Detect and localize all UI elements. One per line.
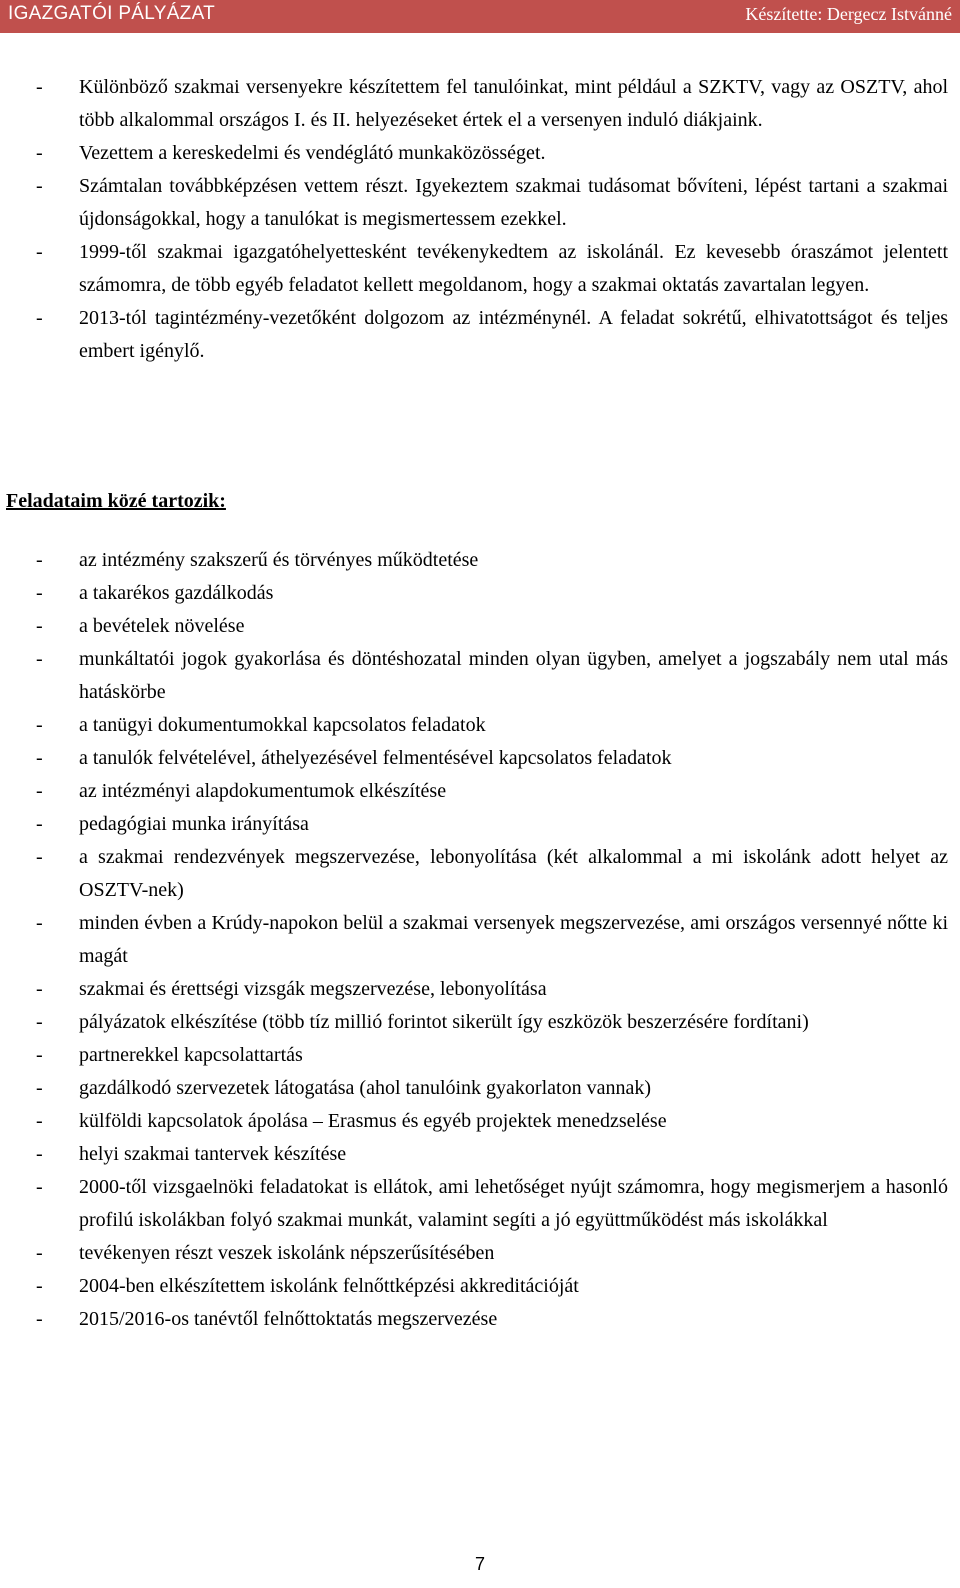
task-list-item [0,742,960,775]
task-list-item [0,808,960,841]
bullet-dash: - [36,978,43,1000]
task-list-item [0,775,960,808]
bullet-dash: - [36,142,43,164]
page-header [0,0,960,33]
bullet-dash: - [36,307,43,329]
list-item-text: munkáltatói jogok gyakorlása és döntéshozatal minden olyan ügyben, amelyet a jogszabály nem utal más hatáskörbe [79,648,948,703]
section-heading: Feladataim közé tartozik: [6,490,226,512]
intro-list-item [0,71,960,137]
list-item-text: 2013-tól tagintézmény-vezetőként dolgozom az intézménynél. A feladat sokrétű, elhivatottságot és teljes embert igénylő. [79,307,948,362]
bullet-dash: - [36,1077,43,1099]
list-item-text: minden évben a Krúdy-napokon belül a szakmai versenyek megszervezése, ami országos versennyé nőtte ki magát [79,912,948,967]
bullet-dash: - [36,175,43,197]
bullet-dash: - [36,813,43,835]
list-item-text: a bevételek növelése [79,615,245,637]
task-list-item [0,1303,960,1336]
task-list-item [0,643,960,709]
list-item-text: szakmai és érettségi vizsgák megszervezése, lebonyolítása [79,978,547,1000]
list-item-text: 2015/2016-os tanévtől felnőttoktatás megszervezése [79,1308,498,1330]
bullet-dash: - [36,780,43,802]
list-item-text: Különböző szakmai versenyekre készítettem fel tanulóinkat, mint például a SZKTV, vagy az OSZTV, ahol több alkalommal országos I. és II. helyezéseket értek el a versenyen induló diákjaink. [79,76,948,131]
list-item-text: az intézményi alapdokumentumok elkészítése [79,780,447,802]
task-list-item [0,610,960,643]
list-item-text: az intézmény szakszerű és törvényes működtetése [79,549,479,571]
bullet-dash: - [36,76,43,98]
bullet-dash: - [36,1110,43,1132]
page-number: 7 [474,1554,485,1574]
list-item-text: helyi szakmai tantervek készítése [79,1143,347,1165]
task-list-item [0,577,960,610]
bullet-dash: - [36,1143,43,1165]
list-item-text: külföldi kapcsolatok ápolása – Erasmus és egyéb projektek menedzselése [79,1110,667,1132]
bullet-dash: - [36,648,43,670]
list-item-text: pedagógiai munka irányítása [79,813,309,835]
bullet-dash: - [36,846,43,868]
list-item-text: 2004-ben elkészítettem iskolánk felnőttképzési akkreditációját [79,1275,579,1297]
bullet-dash: - [36,912,43,934]
list-item-text: Vezettem a kereskedelmi és vendéglátó munkaközösséget. [79,142,546,164]
list-item-text: 1999-től szakmai igazgatóhelyettesként tevékenykedtem az iskolánál. Ez kevesebb óraszámot jelentett számomra, de több egyéb feladatot kellett megoldanom, hogy a szakmai oktatás zavartalan legyen. [79,241,948,296]
list-item-text: a takarékos gazdálkodás [79,582,274,604]
list-item-text: a tanulók felvételével, áthelyezésével felmentésével kapcsolatos feladatok [79,747,672,769]
list-item-text: a szakmai rendezvények megszervezése, lebonyolítása (két alkalommal a mi iskolánk adott helyet az OSZTV-nek) [79,846,948,901]
task-list-item [0,709,960,742]
bullet-dash: - [36,1011,43,1033]
list-item-text: partnerekkel kapcsolattartás [79,1044,303,1066]
intro-list-item [0,236,960,302]
list-item-text: Számtalan továbbképzésen vettem részt. Igyekeztem szakmai tudásomat bővíteni, lépést tartani a szakmai újdonságokkal, hogy a tanulókat is megismertessem ezekkel. [79,175,948,230]
list-item-text: tevékenyen részt veszek iskolánk népszerűsítésében [79,1242,495,1264]
list-item-text: 2000-től vizsgaelnöki feladatokat is ellátok, ami lehetőséget nyújt számomra, hogy megismerjem a hasonló profilú iskolákban folyó szakmai munkát, valamint segíti a jó együttműködést más iskolákkal [79,1176,948,1231]
bullet-dash: - [36,582,43,604]
document-author: Készítette: Dergecz Istvánné [745,4,952,24]
task-list-item [0,1039,960,1072]
bullet-dash: - [36,1044,43,1066]
task-list-item [0,907,960,973]
task-list-item [0,973,960,1006]
list-item-text: gazdálkodó szervezetek látogatása (ahol tanulóink gyakorlaton vannak) [79,1077,651,1099]
bullet-dash: - [36,1176,43,1198]
list-item-text: pályázatok elkészítése (több tíz millió forintot sikerült így eszközök beszerzésére fordítani) [79,1011,809,1033]
intro-list-item [0,302,960,368]
task-list [0,544,960,1336]
task-list-item [0,1270,960,1303]
bullet-dash: - [36,241,43,263]
task-list-item [0,1138,960,1171]
task-list-item [0,1072,960,1105]
task-list-item [0,1006,960,1039]
bullet-dash: - [36,615,43,637]
bullet-dash: - [36,714,43,736]
intro-list-item [0,137,960,170]
intro-list [0,71,960,368]
task-list-item [0,1237,960,1270]
bullet-dash: - [36,1242,43,1264]
task-list-item [0,1171,960,1237]
bullet-dash: - [36,1308,43,1330]
intro-list-item [0,170,960,236]
task-list-item [0,544,960,577]
bullet-dash: - [36,747,43,769]
document-title: IGAZGATÓI PÁLYÁZAT [8,3,216,24]
list-item-text: a tanügyi dokumentumokkal kapcsolatos feladatok [79,714,486,736]
bullet-dash: - [36,549,43,571]
task-list-item [0,841,960,907]
task-list-item [0,1105,960,1138]
bullet-dash: - [36,1275,43,1297]
